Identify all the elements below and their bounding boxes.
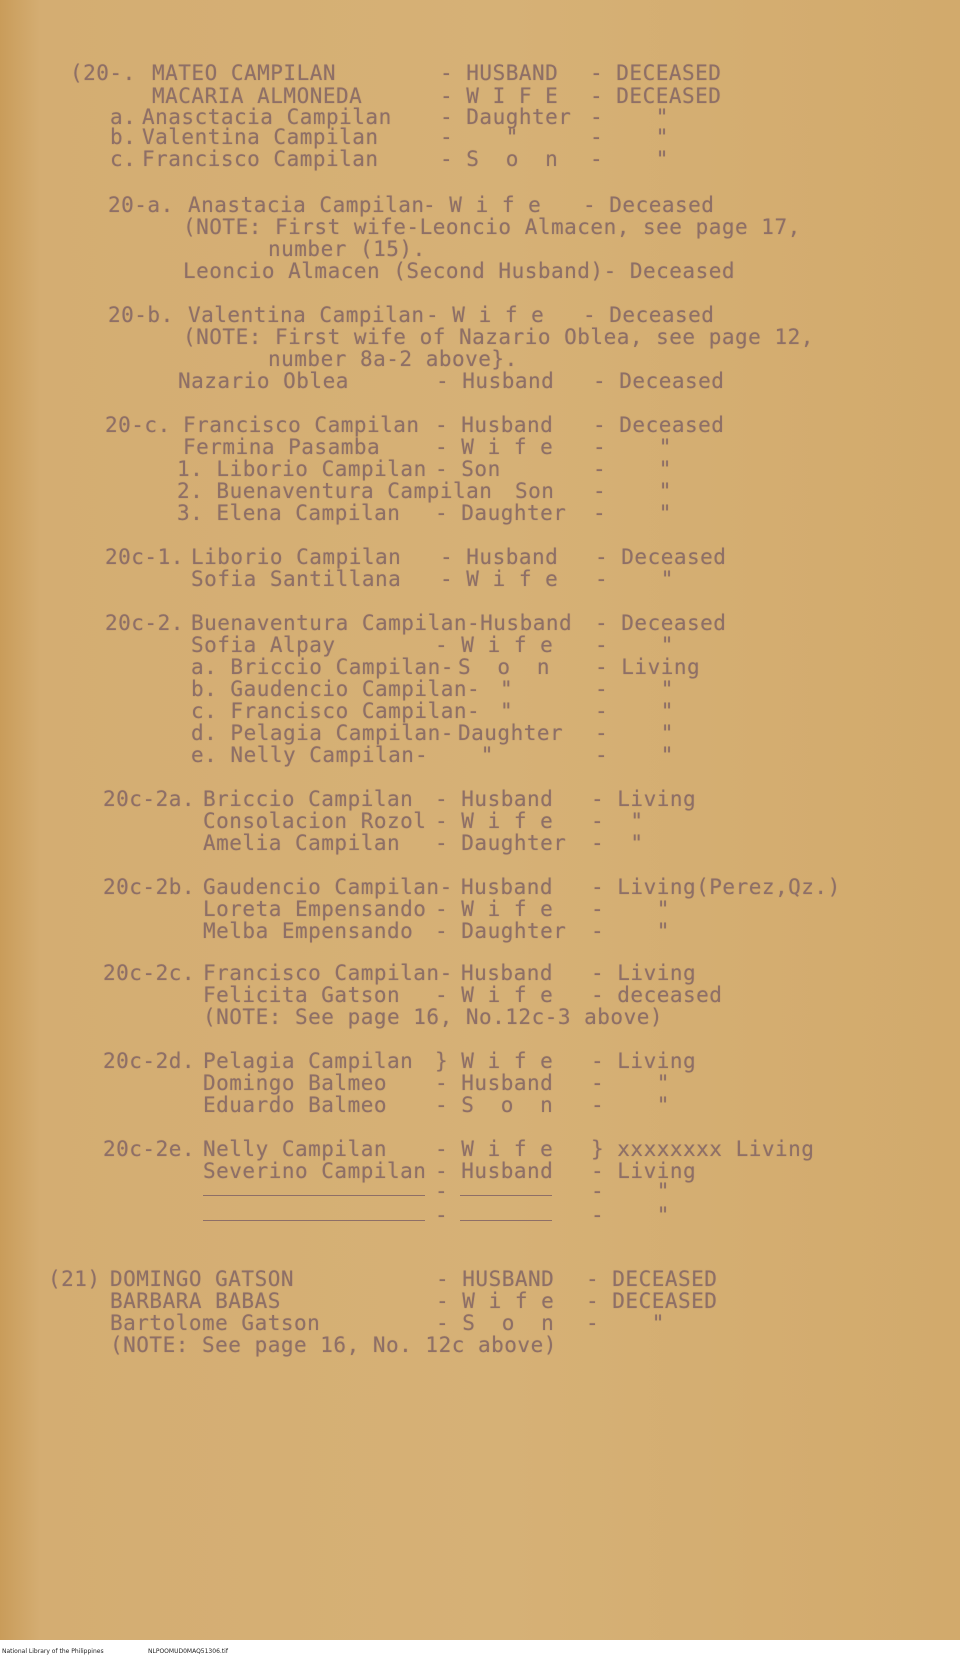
person-name: Pelagia Campilan (203, 1049, 414, 1073)
person-name: MACARIA ALMONEDA (152, 84, 363, 108)
person-name: Eduardo Balmeo (203, 1093, 388, 1117)
person-name: Buenaventura Campilan-Husband (191, 611, 573, 635)
status: - " (593, 501, 672, 525)
relation: - " (415, 743, 494, 767)
person-name: Anastacia Campilan (188, 193, 425, 217)
note-line: (NOTE: See page 16, No. 12c above) (110, 1333, 557, 1357)
person-name: Briccio Campilan (203, 787, 414, 811)
entry-label: 20c-1. (105, 545, 184, 569)
relation: - W i f e (435, 809, 554, 833)
person-name: Amelia Campilan (203, 831, 401, 855)
relation: - W i f e (435, 897, 554, 921)
status: - DECEASED (586, 1289, 718, 1313)
relation: - S o n (436, 1311, 555, 1335)
status: - Living(Perez,Qz.) (591, 875, 841, 899)
scan-footer (0, 1645, 960, 1658)
relation: - HUSBAND (436, 1267, 555, 1291)
status: - deceased (591, 983, 723, 1007)
person-name: Gaudencio Campilan- (203, 875, 453, 899)
relation: - S o n (440, 147, 559, 171)
person-name: Valentina Campilan (188, 303, 425, 327)
status: - " (591, 1179, 670, 1203)
status: - Living (591, 787, 697, 811)
entry-label: a. (110, 105, 137, 129)
relation: } W i f e (435, 1049, 554, 1073)
entry-label: 20c-2e. (103, 1137, 196, 1161)
relation: - W i f e (423, 193, 542, 217)
relation: - W i f e (426, 303, 545, 327)
person-name: Francisco Campilan- (203, 961, 453, 985)
relation: - W i f e (435, 435, 554, 459)
status: - " (591, 1093, 670, 1117)
blank-name-line (203, 1220, 425, 1221)
status: - " (593, 479, 672, 503)
status: - " (595, 567, 674, 591)
relation: Son (515, 479, 555, 503)
relation: - Husband (435, 787, 554, 811)
relation: Husband (461, 875, 554, 899)
person-name: b. Gaudencio Campilan- (191, 677, 481, 701)
person-name: 1. Liborio Campilan (177, 457, 427, 481)
entry-label: 20c-2d. (103, 1049, 196, 1073)
note-line: Leoncio Almacen (Second Husband)- Deceased (183, 259, 736, 283)
entry-label: 20-c. (105, 413, 171, 437)
status: - " (593, 435, 672, 459)
person-name: Fermina Pasamba (183, 435, 381, 459)
person-name: MATEO CAMPILAN (152, 61, 337, 85)
person-name: Melba Empensando (203, 919, 414, 943)
status: - " (595, 699, 674, 723)
relation: - Husband (440, 545, 559, 569)
status: - " (590, 125, 669, 149)
person-name: 3. Elena Campilan (177, 501, 401, 525)
person-name: Consolacion Rozol (203, 809, 427, 833)
status: - Deceased (583, 303, 715, 327)
person-name: Severino Campilan (203, 1159, 427, 1183)
status: - " (591, 897, 670, 921)
status: - Deceased (595, 545, 727, 569)
relation: - Daughter (440, 105, 572, 129)
relation: - HUSBAND (440, 61, 559, 85)
person-name: DOMINGO GATSON (110, 1267, 295, 1291)
entry-label: 20c-2a. (103, 787, 196, 811)
relation: - Husband (436, 369, 555, 393)
status: - " (591, 831, 644, 855)
entry-label: (20-. (70, 61, 136, 85)
person-name: Bartolome Gatson (110, 1311, 321, 1335)
status: - Deceased (593, 369, 725, 393)
person-name: Francisco Campilan (142, 147, 379, 171)
person-name: Francisco Campilan (183, 413, 420, 437)
relation: - W i f e (435, 983, 554, 1007)
relation: - (435, 1179, 449, 1203)
entry-label: b. (110, 125, 137, 149)
status: - " (593, 457, 672, 481)
person-name: Nelly Campilan (203, 1137, 388, 1161)
status: - " (590, 147, 669, 171)
status: - " (591, 1203, 670, 1227)
person-name: Felicita Gatson (203, 983, 401, 1007)
relation: - Husband (435, 1159, 554, 1183)
status: - DECEASED (590, 84, 722, 108)
status: - Deceased (595, 611, 727, 635)
blank-relation-line (460, 1220, 552, 1221)
person-name: Nazario Oblea (178, 369, 349, 393)
relation: - W I F E (440, 84, 559, 108)
person-name: d. Pelagia Campilan- (191, 721, 454, 745)
note-line: (NOTE: First wife of Nazario Oblea, see page 12, (183, 325, 814, 349)
person-name: e. Nelly Campilan (191, 743, 415, 767)
relation: - Husband (435, 413, 554, 437)
person-name: Anasctacia Campilan (142, 105, 392, 129)
status: - " (590, 105, 669, 129)
status: - " (591, 809, 644, 833)
relation: " (500, 677, 514, 701)
relation: " (500, 699, 514, 723)
person-name: BARBARA BABAS (110, 1289, 281, 1313)
entry-label: 20-a. (108, 193, 174, 217)
person-name: 2. Buenaventura Campilan (177, 479, 493, 503)
entry-label: 20c-2. (105, 611, 184, 635)
note-line: (NOTE: See page 16, No.12c-3 above) (203, 1005, 664, 1029)
status: - " (595, 677, 674, 701)
relation: - Daughter (435, 831, 567, 855)
status: - " (595, 721, 674, 745)
relation: - W i f e (436, 1289, 555, 1313)
relation: - W i f e (435, 633, 554, 657)
status: - " (591, 919, 670, 943)
status: - Living (591, 1049, 697, 1073)
status: - Living (591, 961, 697, 985)
relation: - Husband (435, 1071, 554, 1095)
relation: - S o n (435, 1093, 554, 1117)
person-name: Sofia Santillana (191, 567, 402, 591)
relation: - Son (435, 457, 501, 481)
relation: - " (440, 125, 519, 149)
person-name: Valentina Campilan (142, 125, 379, 149)
person-name: Liborio Campilan (191, 545, 402, 569)
entry-label: 20c-2b. (103, 875, 196, 899)
status: - " (595, 633, 674, 657)
person-name: c. Francisco Campilan- (191, 699, 481, 723)
status: - DECEASED (586, 1267, 718, 1291)
entry-label: 20c-2c. (103, 961, 196, 985)
relation: S o n (458, 655, 551, 679)
person-name: a. Briccio Campilan- (191, 655, 454, 679)
entry-label: 20-b. (108, 303, 174, 327)
status: - " (591, 1071, 670, 1095)
relation: Husband (461, 961, 554, 985)
person-name: Domingo Balmeo (203, 1071, 388, 1095)
status: - " (595, 743, 674, 767)
note-line: number (15). (268, 237, 426, 261)
relation: - W i f e (440, 567, 559, 591)
entry-label: (21) (48, 1267, 101, 1291)
note-line: number 8a-2 above}. (268, 347, 518, 371)
entry-label: c. (110, 147, 137, 171)
status: - Living (591, 1159, 697, 1183)
status: } xxxxxxxx Living (591, 1137, 815, 1161)
relation: - (435, 1203, 449, 1227)
blank-name-line (203, 1195, 425, 1196)
blank-relation-line (460, 1195, 552, 1196)
footer-file: NLPOOMUD0MAQ51306.tif (148, 1648, 228, 1655)
person-name: Sofia Alpay (191, 633, 336, 657)
footer-source: National Library of the Philippines (2, 1648, 104, 1655)
note-line: (NOTE: First wife-Leoncio Almacen, see page 17, (183, 215, 801, 239)
status: - " (586, 1311, 665, 1335)
status: - Deceased (593, 413, 725, 437)
status: - DECEASED (590, 61, 722, 85)
relation: Daughter (458, 721, 564, 745)
relation: - W i f e (435, 1137, 554, 1161)
status: - Deceased (583, 193, 715, 217)
relation: - Daughter (435, 919, 567, 943)
status: - Living (595, 655, 701, 679)
relation: - Daughter (435, 501, 567, 525)
person-name: Loreta Empensando (203, 897, 427, 921)
